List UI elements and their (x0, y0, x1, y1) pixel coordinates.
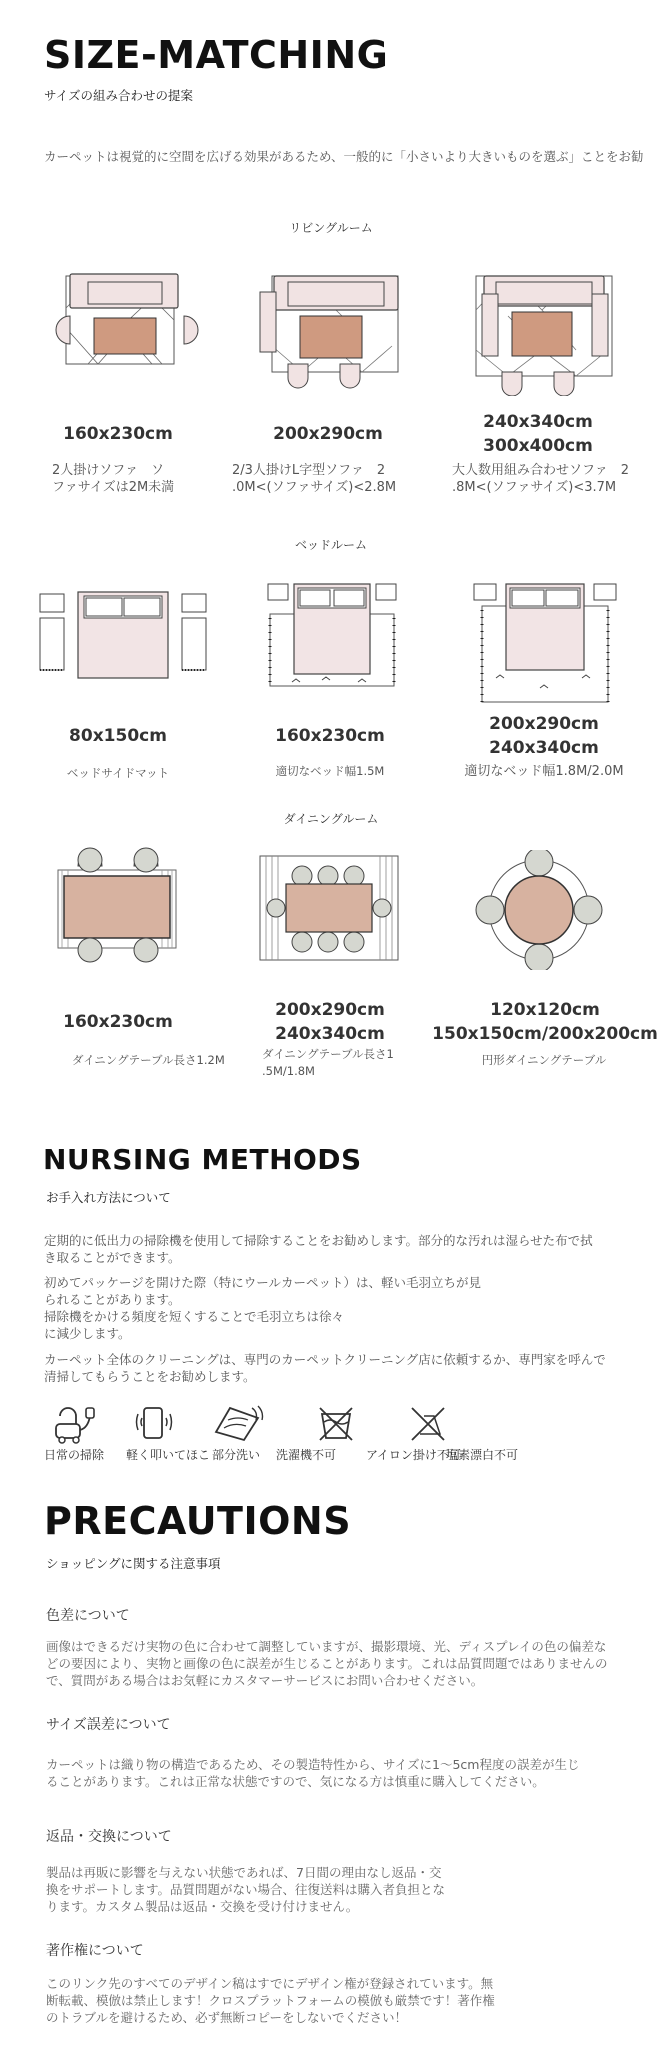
size-matching-title: SIZE-MATCHING (44, 33, 389, 77)
bedroom-desc-3: 適切なベッド幅1.8M/2.0M (464, 764, 624, 779)
precaution-heading-returns: 返品・交換について (46, 1829, 172, 1845)
precautions-title: PRECAUTIONS (44, 1499, 352, 1543)
precaution-heading-copyright: 著作権について (46, 1943, 144, 1959)
bedroom-desc-1: ベッドサイドマット (66, 766, 170, 780)
dining-desc-3: 円形ダイニングテーブル (481, 1053, 607, 1067)
nursing-paragraph-1: 定期的に低出力の掃除機を使用して掃除することをお勧めします。部分的な汚れは湿らせた布で拭 き取ることができます。 (44, 1233, 593, 1265)
bedroom-illustration-medium (262, 578, 402, 698)
living-illustration-medium (258, 266, 408, 396)
precaution-body-copyright: このリンク先のすべてのデザイン稿はすでにデザイン権が登録されています。無 断転載、模倣は禁止します！クロスプラットフォームの模倣も厳禁です！著作権 のトラブルを避けるため、必ず無断コピーをしないでください！ (46, 1976, 495, 2025)
nursing-title: NURSING METHODS (43, 1143, 362, 1176)
dining-room-title: ダイニングルーム (283, 812, 379, 826)
living-desc-1: 2人掛けソファ ソ ファサイズは2M未満 (52, 463, 175, 495)
size-matching-intro: カーペットは視覚的に空間を広げる効果があるため、一般的に「小さいより大きいものを選ぶ」ことをお勧 (44, 149, 644, 164)
care-label-spot-wash: 部分洗い (212, 1448, 261, 1462)
size-matching-subtitle: サイズの組み合わせの提案 (44, 88, 194, 103)
dining-desc-2: ダイニングテーブル長さ1 .5M/1.8M (262, 1047, 394, 1078)
bedroom-illustration-small (38, 584, 208, 684)
care-label-daily: 日常の掃除 (44, 1448, 105, 1462)
bedroom-size-3: 200x290cm 240x340cm (489, 714, 599, 758)
dining-desc-1: ダイニングテーブル長さ1.2M (72, 1053, 225, 1067)
dining-illustration-rect-large (254, 850, 404, 966)
tap-dust-icon (134, 1404, 174, 1444)
bedroom-title: ベッドルーム (294, 538, 367, 552)
dining-size-2: 200x290cm 240x340cm (275, 1000, 385, 1044)
bedroom-size-1: 80x150cm (69, 726, 167, 746)
vacuum-icon (52, 1404, 96, 1444)
living-illustration-large (468, 266, 618, 396)
precaution-heading-color: 色差について (46, 1608, 130, 1624)
bedroom-size-2: 160x230cm (275, 726, 385, 746)
living-size-2: 200x290cm (273, 424, 383, 444)
precaution-heading-size: サイズ誤差について (46, 1717, 171, 1733)
dining-size-3: 120x120cm 150x150cm/200x200cm (432, 1000, 658, 1044)
nursing-subtitle: お手入れ方法について (46, 1190, 171, 1205)
precaution-body-size: カーペットは織り物の構造であるため、その製造特性から、サイズに1～5cm程度の誤差が生じ ることがあります。これは正常な状態ですので、気になる方は慎重に購入してください。 (46, 1757, 580, 1789)
living-room-title: リビングルーム (289, 221, 373, 235)
precautions-subtitle: ショッピングに関する注意事項 (46, 1556, 221, 1571)
bedroom-illustration-large (470, 578, 620, 708)
dining-illustration-rect-small (50, 846, 190, 966)
living-size-3: 240x340cm 300x400cm (483, 412, 593, 456)
dining-size-1: 160x230cm (63, 1012, 173, 1032)
dining-illustration-round (474, 850, 604, 970)
living-size-1: 160x230cm (63, 424, 173, 444)
precaution-body-color: 画像はできるだけ実物の色に合わせて調整していますが、撮影環境、光、ディスプレイの色の偏差な どの要因により、実物と画像の色に誤差が生じることがあります。これは品質問題ではありませんの で、質問がある場合はお気軽にカスタマーサービスにお問い合わせください。 (46, 1639, 608, 1688)
care-label-no-iron: アイロン掛け不可 (366, 1448, 461, 1462)
living-illustration-small (48, 268, 200, 378)
nursing-paragraph-3: カーペット全体のクリーニングは、専門のカーペットクリーニング店に依頼するか、専門家を呼んで 清掃してもらうことをお勧めします。 (44, 1352, 606, 1384)
precaution-body-returns: 製品は再販に影響を与えない状態であれば、7日間の理由なし返品・交 換をサポートします。品質問題がない場合、往復送料は購入者負担とな ります。カスタム製品は返品・交換を受け付けません。 (46, 1865, 446, 1914)
spot-wash-icon (212, 1402, 266, 1442)
care-label-tap: 軽く叩いてほこ (126, 1448, 211, 1462)
living-desc-2: 2/3人掛けL字型ソファ 2 .0M<(ソファサイズ)<2.8M (232, 463, 397, 495)
nursing-paragraph-2: 初めてパッケージを開けた際（特にウールカーペット）は、軽い毛羽立ちが見 られることがあります。 掃除機をかける頻度を短くすることで毛羽立ちは徐々 に減少します。 (44, 1275, 482, 1341)
bedroom-desc-2: 適切なベッド幅1.5M (275, 764, 385, 778)
no-iron-icon (408, 1404, 448, 1444)
living-desc-3: 大人数用組み合わせソファ 2 .8M<(ソファサイズ)<3.7M (452, 463, 630, 495)
care-label-no-machine: 洗濯機不可 (276, 1448, 337, 1462)
care-label-no-bleach: 塩素漂白不可 (446, 1448, 519, 1462)
no-machine-wash-icon (316, 1404, 356, 1444)
